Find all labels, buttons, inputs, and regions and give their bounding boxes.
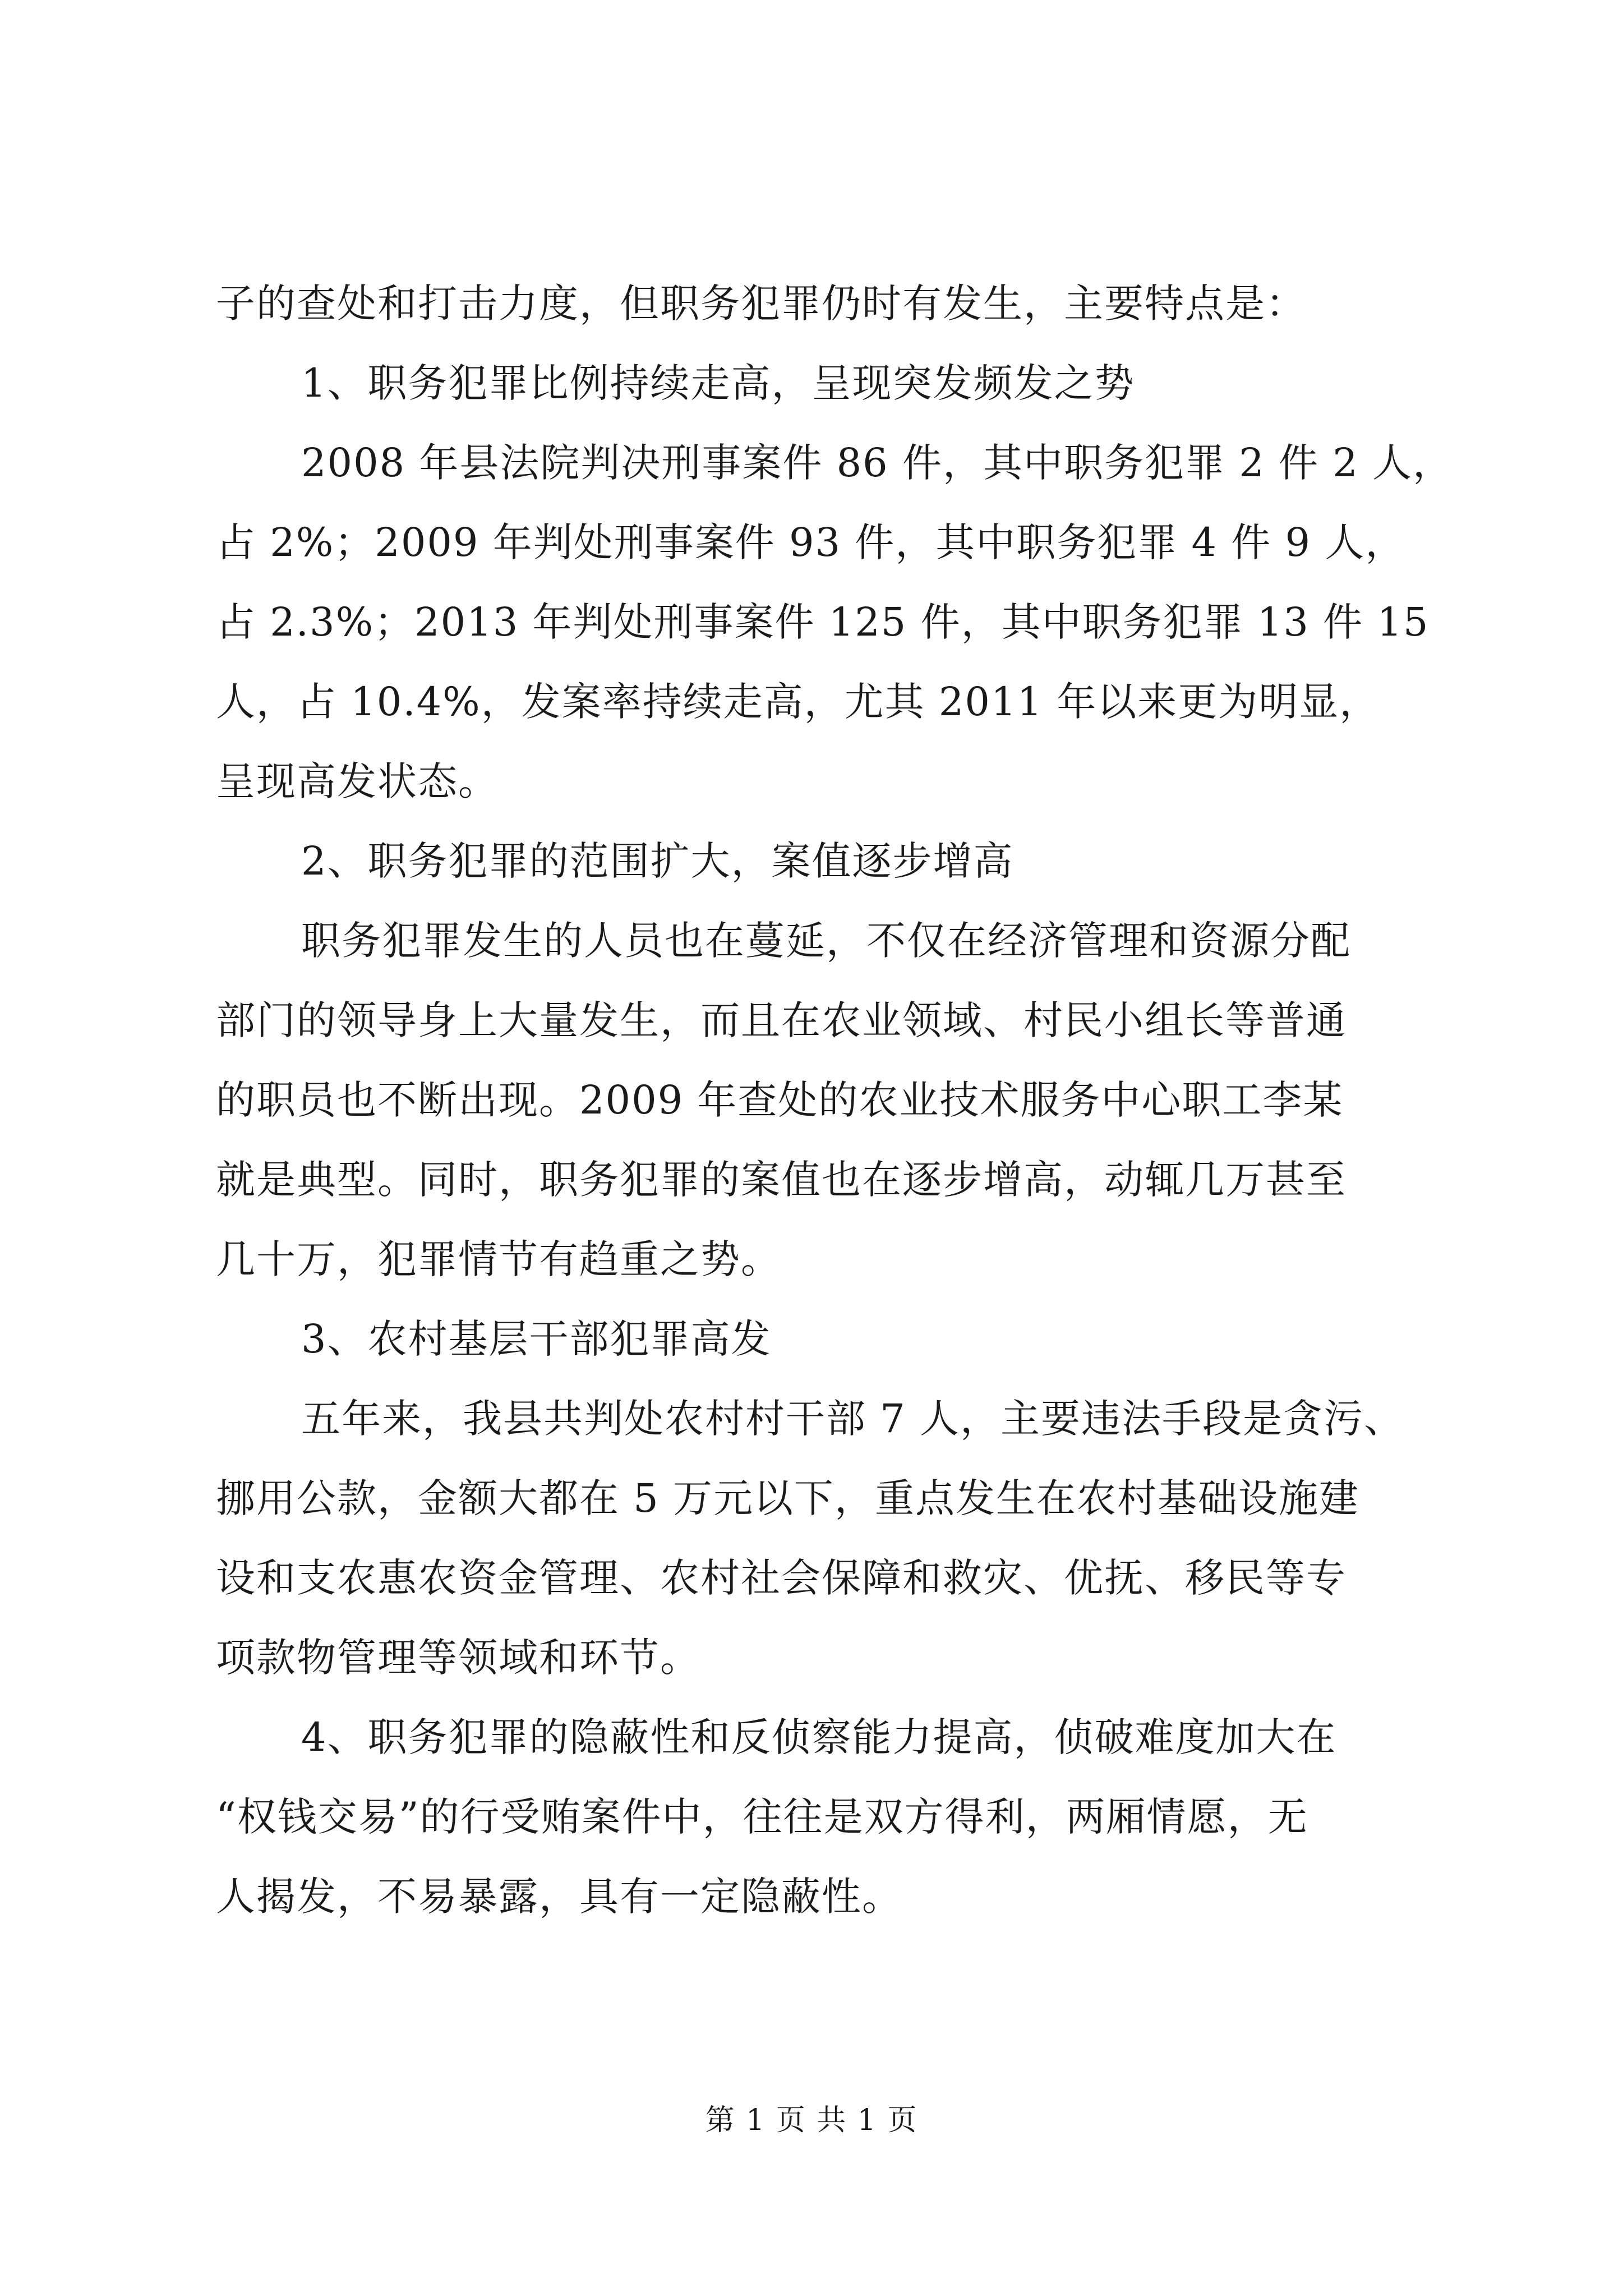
section-heading: 4、职务犯罪的隐蔽性和反侦察能力提高，侦破难度加大在 <box>301 1714 1337 1760</box>
section-heading: 3、农村基层干部犯罪高发 <box>301 1316 772 1362</box>
text-line: 项款物管理等领域和环节。 <box>216 1635 700 1681</box>
text-line: 人，占 10.4%，发案率持续走高，尤其 2011 年以来更为明显， <box>216 679 1380 725</box>
text-line: 人揭发，不易暴露，具有一定隐蔽性。 <box>216 1874 902 1920</box>
text-line: 2008 年县法院判决刑事案件 86 件，其中职务犯罪 2 件 2 人， <box>301 440 1454 486</box>
text-line: 占 2.3%；2013 年判处刑事案件 125 件，其中职务犯罪 13 件 15 <box>216 599 1430 645</box>
text-line: 的职员也不断出现。2009 年查处的农业技术服务中心职工李某 <box>216 1077 1344 1123</box>
text-line: 职务犯罪发生的人员也在蔓延，不仅在经济管理和资源分配 <box>301 918 1351 964</box>
text-line: 占 2%；2009 年判处刑事案件 93 件，其中职务犯罪 4 件 9 人， <box>216 519 1406 565</box>
text-line: 五年来，我县共判处农村村干部 7 人，主要违法手段是贪污、 <box>301 1396 1405 1442</box>
text-line: 挪用公款，金额大都在 5 万元以下，重点发生在农村基础设施建 <box>216 1475 1360 1521</box>
text-line: 就是典型。同时，职务犯罪的案值也在逐步增高，动辄几万甚至 <box>216 1157 1347 1203</box>
text-line: “权钱交易”的行受贿案件中，往往是双方得利，两厢情愿，无 <box>216 1794 1308 1840</box>
section-heading: 1、职务犯罪比例持续走高，呈现突发频发之势 <box>301 360 1135 406</box>
text-line: 部门的领导身上大量发生，而且在农业领域、村民小组长等普通 <box>216 997 1347 1043</box>
text-line: 几十万，犯罪情节有趋重之势。 <box>216 1236 781 1282</box>
page-number-footer: 第 1 页 共 1 页 <box>705 2104 918 2137</box>
text-line: 子的查处和打击力度，但职务犯罪仍时有发生，主要特点是： <box>216 280 1306 326</box>
text-line: 呈现高发状态。 <box>216 758 499 804</box>
document-body <box>216 264 1454 1936</box>
section-heading: 2、职务犯罪的范围扩大，案值逐步增高 <box>301 838 1014 884</box>
text-line: 设和支农惠农资金管理、农村社会保障和救灾、优抚、移民等专 <box>216 1555 1347 1601</box>
